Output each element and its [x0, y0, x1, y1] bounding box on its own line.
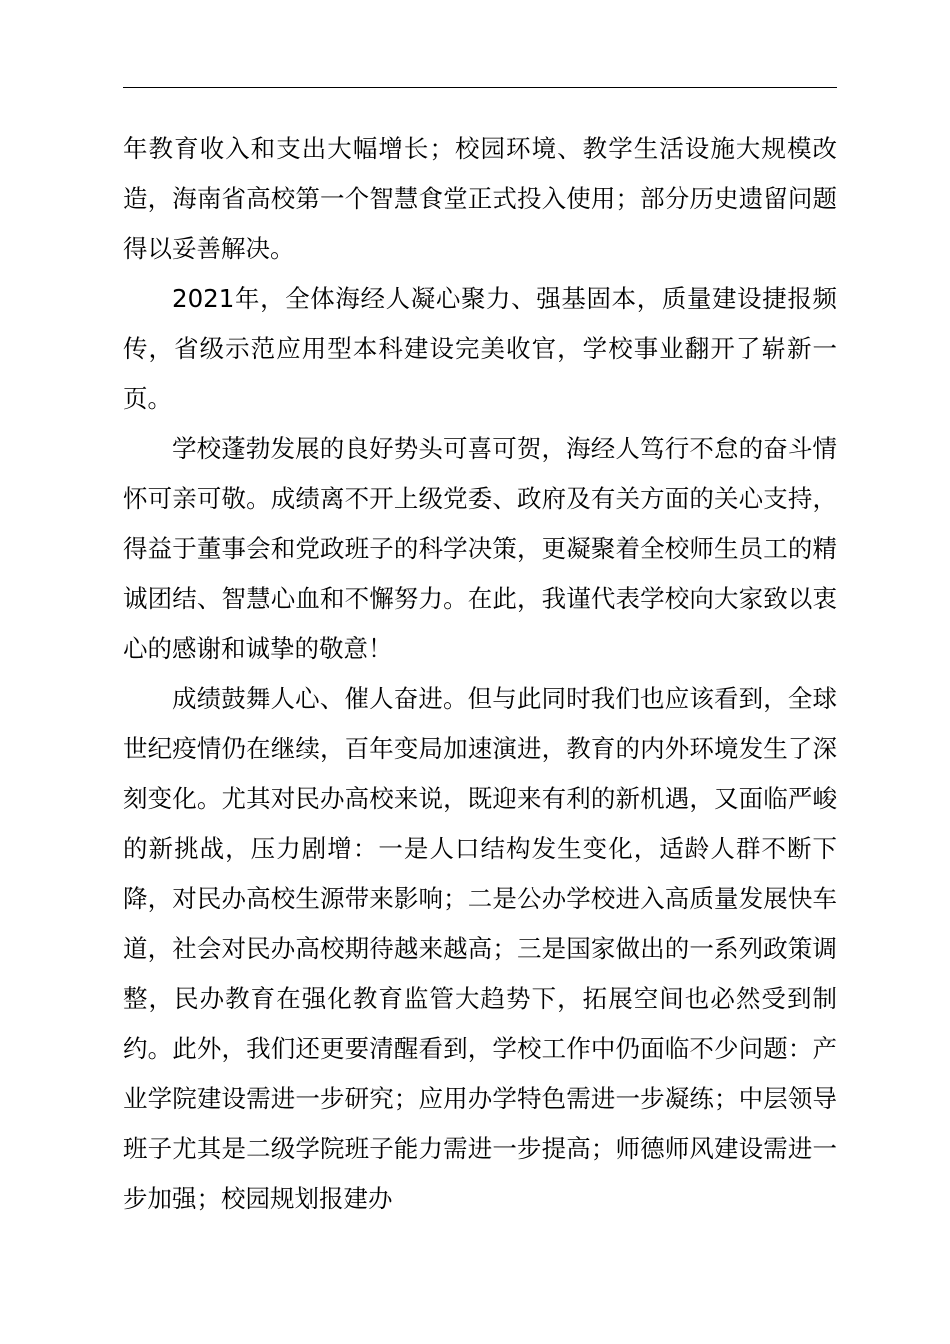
paragraph-1: 年教育收入和支出大幅增长；校园环境、教学生活设施大规模改造，海南省高校第一个智慧食堂正式投入使用；部分历史遗留问题得以妥善解决。	[123, 134, 837, 263]
paragraph-3: 学校蓬勃发展的良好势头可喜可贺，海经人笃行不怠的奋斗情怀可亲可敬。成绩离不开上级党委、政府及有关方面的关心支持，得益于董事会和党政班子的科学决策，更凝聚着全校师生员工的精诚团结、智慧心血和不懈努力。在此，我谨代表学校向大家致以衷心的感谢和诚挚的敬意！	[123, 434, 837, 663]
document-body	[123, 124, 837, 1224]
paragraph-4: 成绩鼓舞人心、催人奋进。但与此同时我们也应该看到，全球世纪疫情仍在继续，百年变局加速演进，教育的内外环境发生了深刻变化。尤其对民办高校来说，既迎来有利的新机遇，又面临严峻的新挑战，压力剧增：一是人口结构发生变化，适龄人群不断下降，对民办高校生源带来影响；二是公办学校进入高质量发展快车道，社会对民办高校期待越来越高；三是国家做出的一系列政策调整，民办教育在强化教育监管大趋势下，拓展空间也必然受到制约。此外，我们还更要清醒看到，学校工作中仍面临不少问题：产业学院建设需进一步研究；应用办学特色需进一步凝练；中层领导班子尤其是二级学院班子能力需进一步提高；师德师风建设需进一步加强；校园规划报建办	[123, 684, 837, 1213]
paragraph-2: 2021年，全体海经人凝心聚力、强基固本，质量建设捷报频传，省级示范应用型本科建设完美收官，学校事业翻开了崭新一页。	[123, 284, 837, 413]
header-rule	[123, 87, 837, 88]
